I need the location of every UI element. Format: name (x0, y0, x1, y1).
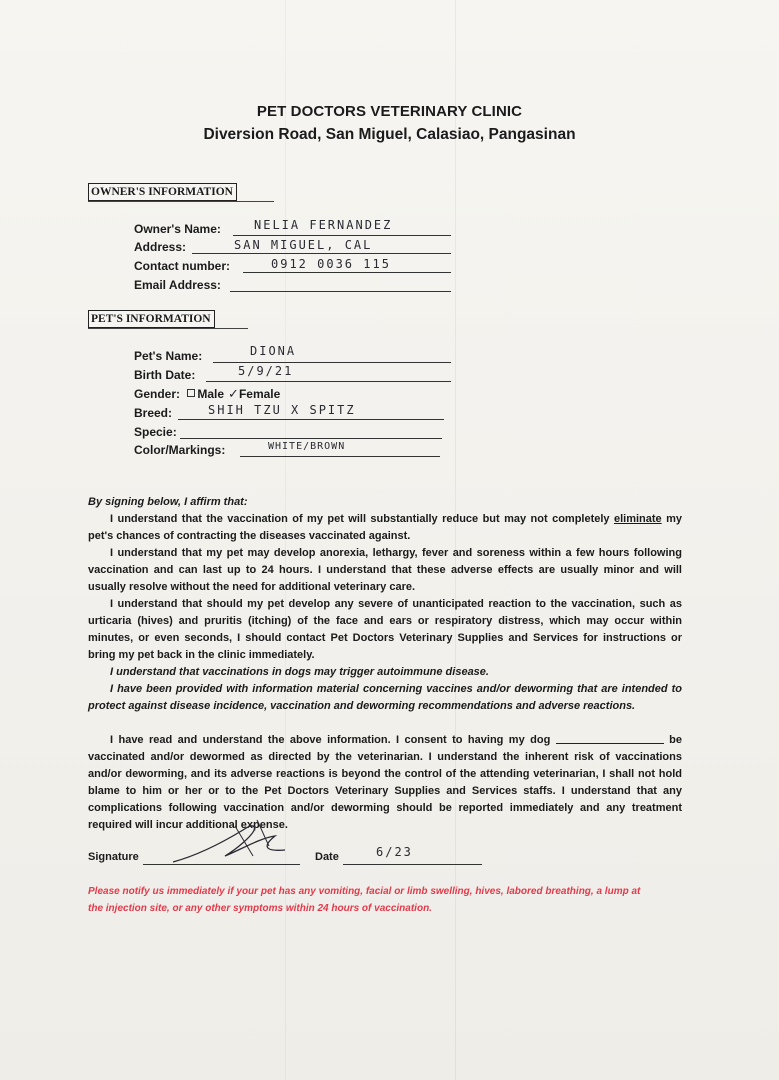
date-value: 6/23 (376, 845, 413, 859)
color-line (240, 456, 440, 457)
section-divider (88, 328, 248, 329)
affirmation-underlined-word: eliminate (613, 513, 662, 525)
affirmation-paragraph-1 (88, 511, 682, 545)
affirmation-text: my pet's chances of contracting the diseases vaccinated against. (88, 513, 682, 542)
male-option-label: Male (197, 387, 225, 401)
clinic-name: PET DOCTORS VETERINARY CLINIC (256, 103, 523, 120)
email-label: Email Address: (134, 278, 221, 292)
section-divider (88, 201, 274, 202)
specie-line (180, 438, 442, 439)
female-checkmark-icon[interactable]: ✓ (228, 387, 239, 402)
address-value: SAN MIGUEL, CAL (234, 238, 373, 252)
affirmation-text: I have been provided with information material concerning vaccines and/or deworming that are intended to protect against disease incidence, vaccination and deworming recommendations and adverse reactions. (88, 683, 682, 712)
clinic-address: Diversion Road, San Miguel, Calasiao, Pangasinan (203, 126, 576, 143)
pet-name-field (134, 349, 202, 363)
email-line (230, 291, 451, 292)
owner-name-line (233, 235, 451, 236)
pet-section-title: PET'S INFORMATION (88, 310, 215, 328)
address-line (192, 253, 451, 254)
affirmation-text: I understand that the vaccination of my pet will substantially reduce but may not completely (110, 513, 610, 525)
breed-line (178, 419, 444, 420)
breed-field (134, 406, 172, 420)
affirmation-paragraph-5 (88, 681, 682, 715)
birth-date-label: Birth Date: (134, 368, 196, 382)
owner-name-field (134, 222, 221, 236)
owner-name-value: NELIA FERNANDEZ (254, 218, 393, 232)
breed-value: SHIH TZU X SPITZ (208, 403, 356, 417)
signature-label: Signature (88, 851, 139, 863)
female-option-label: Female (238, 387, 281, 401)
email-field (134, 278, 221, 292)
affirmation-text: I understand that vaccinations in dogs may trigger autoimmune disease. (110, 666, 489, 678)
specie-field (134, 425, 177, 439)
affirmation-paragraph-2: I understand that my pet may develop anorexia, lethargy, fever and soreness within a few hours following vaccination and can last up to 24 hours. I understand that these adverse effects are usually minor and will usually resolve without the need for additional veterinary care. (88, 547, 682, 593)
birth-date-value: 5/9/21 (238, 364, 294, 378)
gender-label: Gender: (134, 387, 181, 401)
breed-label: Breed: (134, 406, 173, 420)
birth-date-field (134, 368, 195, 382)
affirmation-text: I have read and understand the above information. I consent to having my dog (110, 734, 551, 746)
pet-name-label: Pet's Name: (134, 349, 203, 363)
contact-line (243, 272, 451, 273)
date-label: Date (315, 851, 339, 863)
color-label: Color/Markings: (134, 443, 226, 457)
owner-section-title: OWNER'S INFORMATION (88, 183, 237, 201)
pet-name-value: DIONA (250, 344, 297, 358)
specie-label: Specie: (134, 425, 177, 439)
affirmation-paragraph-3: I understand that should my pet develop any severe of unanticipated reaction to the vaccination, such as urticaria (hives) and pruritis (itching) of the face and ears or respiratory distress, which may occur within minutes, or even seconds, I should contact Pet Doctors Veterinary Supplies and Services for instructions or bring my pet back in the clinic immediately. (88, 598, 682, 661)
male-checkbox[interactable] (187, 389, 195, 397)
address-label: Address: (134, 240, 187, 254)
contact-label: Contact number: (134, 259, 230, 273)
notice-text: Please notify us immediately if your pet has any vomiting, facial or limb swelling, hives, labored breathing, a lump at the injection site, or any other symptoms within 24 hours of vaccination. (88, 886, 641, 914)
contact-value: 0912 0036 115 (271, 257, 391, 271)
contact-field (134, 259, 230, 273)
affirmation-intro: By signing below, I affirm that: (88, 496, 248, 508)
gender-field (134, 387, 280, 402)
signature-scribble-icon (165, 816, 295, 868)
color-value: WHITE/BROWN (268, 441, 346, 452)
affirmation-text: be vaccinated and/or dewormed as directed by the veterinarian. I understand the inherent risk of vaccinations and/or deworming, and its adverse reactions is beyond the control of the attending veterinarian, I shall not hold blame to him or her or to the Pet Doctors Veterinary Supplies and Services staffs. I understand that any complications following vaccination and/or deworming should be reported immediately and any treatment required will incur additional expense. (88, 734, 683, 831)
date-line[interactable] (343, 864, 482, 865)
dog-name-blank[interactable] (556, 733, 664, 744)
address-field (134, 240, 186, 254)
color-field (134, 443, 225, 457)
birth-date-line (206, 381, 451, 382)
owner-name-label: Owner's Name: (134, 222, 221, 236)
affirmation-paragraph-4 (88, 664, 682, 681)
pet-name-line (213, 362, 451, 363)
